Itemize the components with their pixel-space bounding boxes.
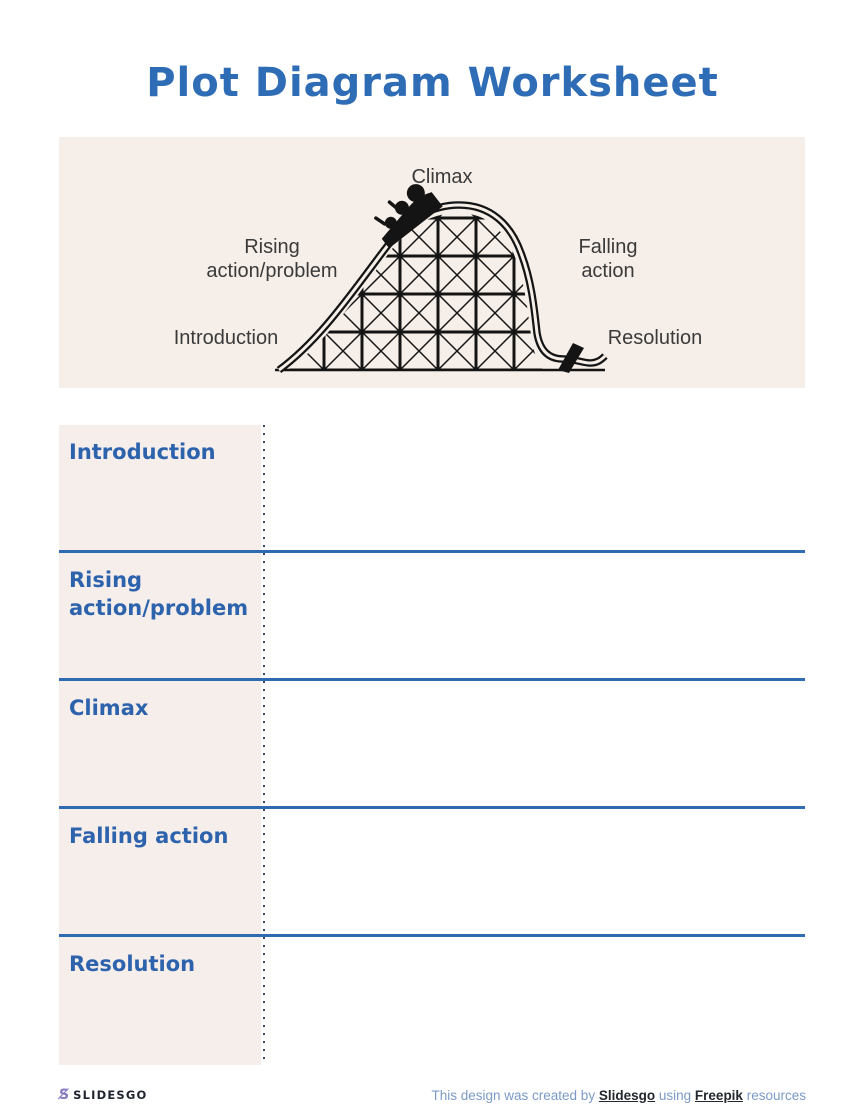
freepik-link[interactable]: Freepik bbox=[694, 1087, 743, 1103]
slidesgo-s-icon: S̸ bbox=[59, 1087, 70, 1103]
row-answer-climax[interactable] bbox=[261, 681, 805, 806]
diagram-label-climax: Climax bbox=[411, 166, 473, 188]
row-label-introduction: Introduction bbox=[59, 425, 261, 550]
dotted-divider bbox=[263, 425, 265, 1064]
plot-diagram-panel bbox=[59, 137, 805, 388]
diagram-label-rising-1: Rising bbox=[244, 236, 300, 258]
credit-suffix: resources bbox=[746, 1087, 806, 1103]
row-answer-resolution[interactable] bbox=[261, 937, 805, 1065]
diagram-label-rising-2: action/problem bbox=[206, 260, 338, 282]
diagram-label-falling-2: action bbox=[581, 260, 635, 282]
slidesgo-logo bbox=[59, 1088, 147, 1102]
table-row-rising-action bbox=[59, 553, 805, 681]
footer bbox=[59, 1082, 806, 1108]
credit-using: using bbox=[658, 1087, 692, 1103]
row-answer-rising-action[interactable] bbox=[261, 553, 805, 678]
row-label-falling-action: Falling action bbox=[59, 809, 261, 934]
slidesgo-logo-text: SLIDESGO bbox=[73, 1088, 148, 1102]
table-row-falling-action bbox=[59, 809, 805, 937]
diagram-label-introduction: Introduction bbox=[173, 327, 279, 349]
slidesgo-link[interactable]: Slidesgo bbox=[598, 1087, 656, 1103]
row-answer-introduction[interactable] bbox=[261, 425, 805, 550]
table-row-introduction bbox=[59, 425, 805, 553]
row-label-resolution: Resolution bbox=[59, 937, 261, 1065]
credit-prefix: This design was created by bbox=[431, 1087, 596, 1103]
table-row-resolution bbox=[59, 937, 805, 1065]
row-label-rising-action: Rising action/problem bbox=[59, 553, 261, 678]
diagram-label-resolution: Resolution bbox=[607, 327, 703, 349]
worksheet-table bbox=[59, 425, 805, 1064]
row-answer-falling-action[interactable] bbox=[261, 809, 805, 934]
table-row-climax bbox=[59, 681, 805, 809]
diagram-label-falling-1: Falling bbox=[578, 236, 638, 258]
rollercoaster-illustration bbox=[59, 137, 805, 388]
row-label-climax: Climax bbox=[59, 681, 261, 806]
credit-text bbox=[431, 1088, 806, 1103]
page-title: Plot Diagram Worksheet bbox=[146, 60, 719, 106]
